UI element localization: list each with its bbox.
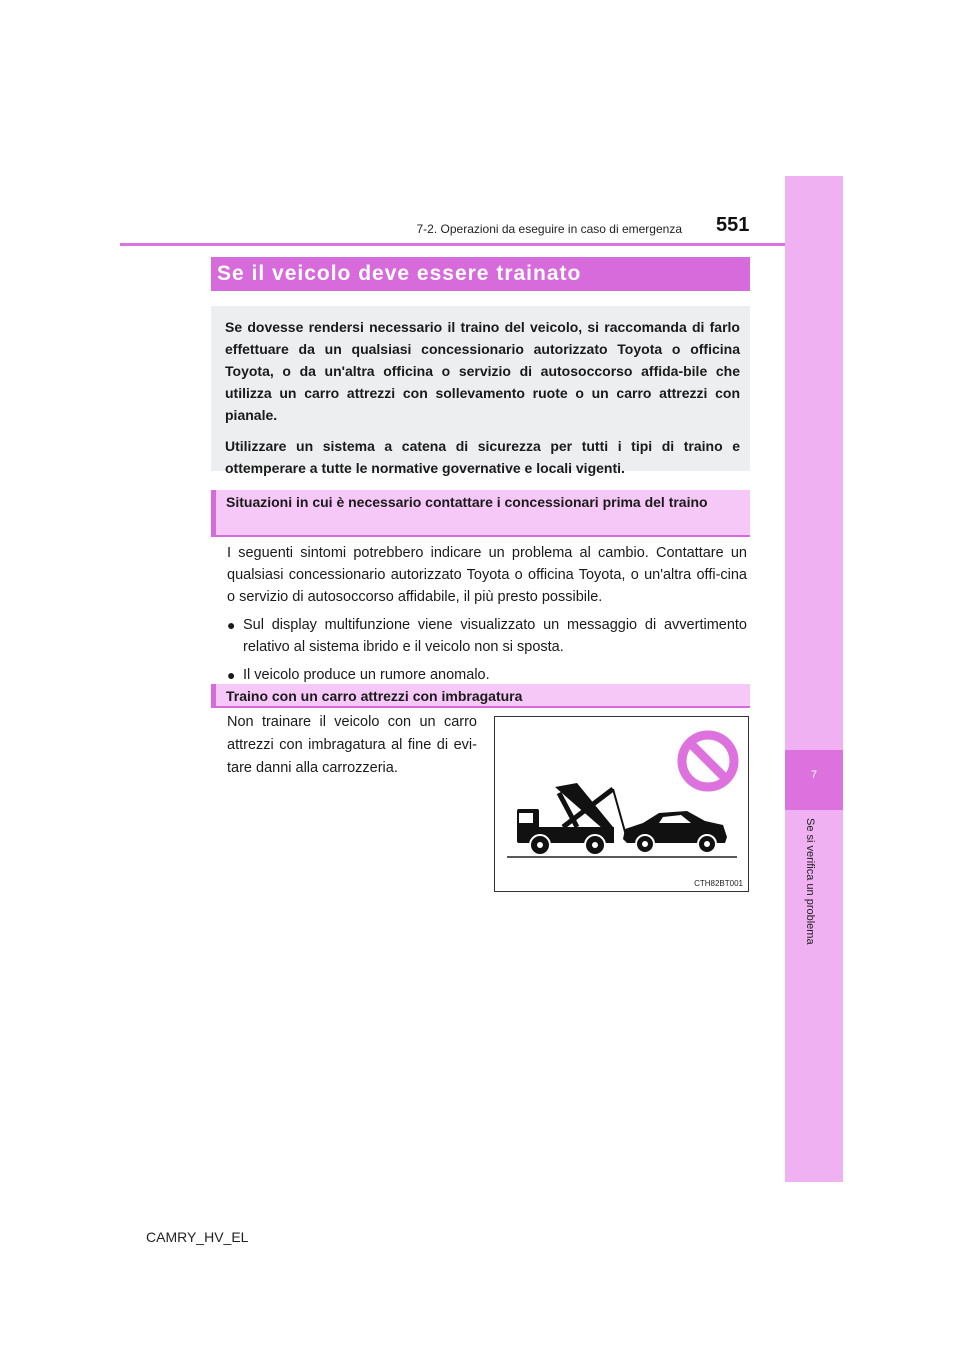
bullet-item <box>227 614 747 658</box>
section-heading-contact-dealer: Situazioni in cui è necessario contattare i concessionari prima del traino <box>211 490 750 537</box>
section-paragraph: I seguenti sintomi potrebbero indicare un problema al cambio. Contattare un qualsiasi concessionario autorizzato Toyota o officina Toyota, o un'altra offi-cina o servizio di autosoccorso affidabile, il più presto possibile. <box>227 545 747 605</box>
tow-truck-diagram <box>495 717 748 891</box>
header-rule <box>120 243 785 246</box>
chapter-sidebar <box>785 176 843 1182</box>
intro-paragraph-2: Utilizzare un sistema a catena di sicurezza per tutti i tipi di traino e ottemperare a tutte le normative governative e locali vigenti. <box>225 438 740 476</box>
section-heading-sling-towing: Traino con un carro attrezzi con imbragatura <box>211 684 750 708</box>
chapter-number: 7 <box>810 769 818 781</box>
towing-illustration <box>494 716 749 892</box>
bullet-text: Il veicolo produce un rumore anomalo. <box>243 667 490 683</box>
page-title: Se il veicolo deve essere trainato <box>211 257 750 291</box>
car-icon <box>623 811 727 853</box>
intro-box <box>211 306 750 476</box>
bullet-icon: ● <box>227 617 236 633</box>
intro-paragraph-1: Se dovesse rendersi necessario il traino del veicolo, si raccomanda di farlo effettuare da un qualsiasi concessionario autorizzato Toyota o officina Toyota, o da un'altra officina o servizio di autosoccorso affida-bile che utilizza un carro attrezzi con sollevamento ruote o un carro attrezzi con pianale. <box>225 319 740 423</box>
bullet-text: Sul display multifunzione viene visualizzato un messaggio di avvertimento relativo al sistema ibrido e il veicolo non si sposta. <box>243 617 747 655</box>
footer-model-code: CAMRY_HV_EL <box>146 1229 249 1245</box>
tow-truck-icon <box>517 783 627 855</box>
chapter-title: Se si verifica un problema <box>804 818 816 945</box>
section-body-sling-towing: Non trainare il veicolo con un carro attrezzi con imbragatura al fine di evi-tare danni alla carrozzeria. <box>227 714 477 776</box>
prohibition-icon <box>682 735 734 787</box>
bullet-icon: ● <box>227 667 236 683</box>
figure-code: CTH82BT001 <box>694 879 743 888</box>
section-body-contact-dealer <box>227 542 747 686</box>
page-number: 551 <box>716 214 750 236</box>
header-section-title: 7-2. Operazioni da eseguire in caso di emergenza <box>416 222 682 236</box>
bullet-item <box>227 664 747 686</box>
